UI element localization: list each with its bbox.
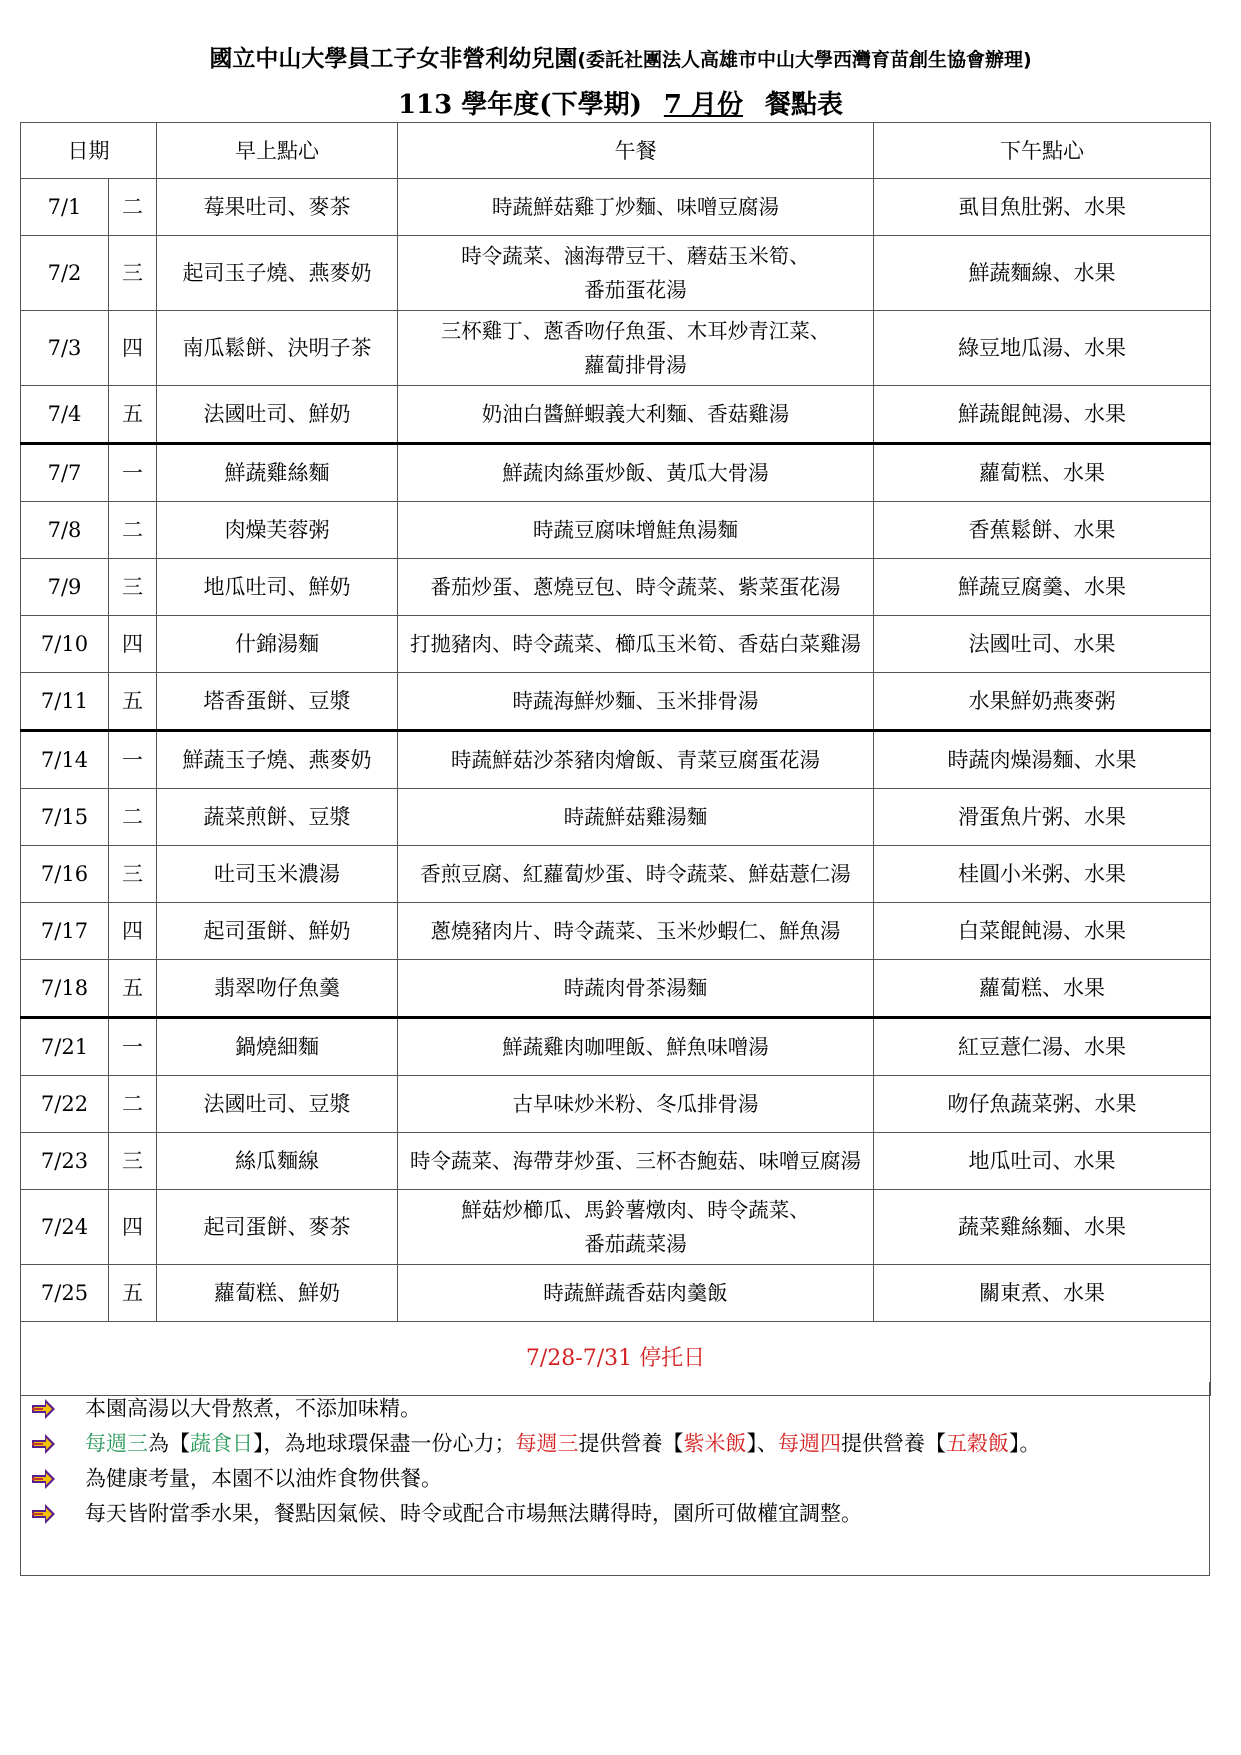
lunch-cell bbox=[398, 616, 874, 673]
date-cell-text: 7/22 bbox=[40, 1092, 89, 1116]
morning-snack-cell-text: 肉燥芙蓉粥 bbox=[224, 518, 330, 542]
table-row bbox=[21, 846, 1211, 903]
morning-snack-cell-text: 法國吐司、豆漿 bbox=[203, 1092, 351, 1116]
lunch-cell bbox=[398, 903, 874, 960]
weekday-cell bbox=[109, 311, 157, 386]
arrow-bullet-icon bbox=[31, 1502, 57, 1526]
weekday-cell bbox=[109, 960, 157, 1018]
weekday-cell-text: 四 bbox=[122, 632, 143, 656]
date-cell bbox=[21, 1190, 109, 1265]
weekday-cell-text: 三 bbox=[122, 261, 143, 285]
lunch-cell-text: 鮮蔬雞肉咖哩飯、鮮魚味噌湯 bbox=[502, 1035, 769, 1059]
lunch-cell-text: 鮮蔬肉絲蛋炒飯、黃瓜大骨湯 bbox=[502, 461, 769, 485]
lunch-cell-text: 蔥燒豬肉片、時令蔬菜、玉米炒蝦仁、鮮魚湯 bbox=[430, 919, 841, 943]
note-highlight: 每週三 bbox=[85, 1431, 148, 1456]
table-name: 餐點表 bbox=[765, 90, 844, 120]
afternoon-snack-cell bbox=[874, 673, 1211, 731]
afternoon-snack-cell bbox=[874, 960, 1211, 1018]
date-cell-text: 7/4 bbox=[47, 402, 82, 426]
lunch-cell-text: 三杯雞丁、蔥香吻仔魚蛋、木耳炒青江菜、 bbox=[440, 319, 831, 343]
lunch-cell-text-line2: 番茄蔬菜湯 bbox=[584, 1232, 687, 1256]
date-cell-text: 7/11 bbox=[40, 689, 89, 713]
lunch-cell-text: 時蔬鮮菇雞湯麵 bbox=[563, 805, 708, 829]
table-row bbox=[21, 789, 1211, 846]
date-cell bbox=[21, 789, 109, 846]
morning-snack-cell-text: 莓果吐司、麥茶 bbox=[203, 195, 351, 219]
afternoon-snack-cell bbox=[874, 789, 1211, 846]
date-cell bbox=[21, 1265, 109, 1322]
afternoon-snack-cell-text: 虱目魚肚粥、水果 bbox=[958, 195, 1126, 219]
date-cell bbox=[21, 1018, 109, 1076]
table-row bbox=[21, 903, 1211, 960]
weekday-cell bbox=[109, 444, 157, 502]
morning-snack-cell-text: 鮮蔬雞絲麵 bbox=[224, 461, 330, 485]
weekday-cell-text: 一 bbox=[122, 1035, 143, 1059]
date-cell-text: 7/8 bbox=[47, 518, 82, 542]
lunch-cell-text: 奶油白醬鮮蝦義大利麵、香菇雞湯 bbox=[481, 402, 790, 426]
weekday-cell bbox=[109, 1265, 157, 1322]
arrow-bullet-icon bbox=[31, 1397, 57, 1421]
header-lunch: 午餐 bbox=[398, 123, 874, 179]
lunch-cell-text: 時蔬海鮮炒麵、玉米排骨湯 bbox=[512, 689, 759, 713]
weekday-cell bbox=[109, 1076, 157, 1133]
table-row bbox=[21, 960, 1211, 1018]
weekday-cell bbox=[109, 846, 157, 903]
lunch-cell-text: 時蔬豆腐味增鮭魚湯麵 bbox=[533, 518, 738, 542]
document-title bbox=[0, 40, 1241, 73]
morning-snack-cell bbox=[157, 731, 398, 789]
weekday-cell bbox=[109, 386, 157, 444]
table-row bbox=[21, 1265, 1211, 1322]
afternoon-snack-cell-text: 紅豆薏仁湯、水果 bbox=[958, 1035, 1126, 1059]
date-cell-text: 7/7 bbox=[47, 461, 82, 485]
lunch-cell-text: 時令蔬菜、海帶芽炒蛋、三杯杏鮑菇、味噌豆腐湯 bbox=[410, 1149, 861, 1173]
afternoon-snack-cell-text: 鮮蔬麵線、水果 bbox=[968, 261, 1116, 285]
note-text: 為【 bbox=[148, 1431, 190, 1456]
afternoon-snack-cell-text: 水果鮮奶燕麥粥 bbox=[968, 689, 1116, 713]
lunch-cell bbox=[398, 789, 874, 846]
table-row bbox=[21, 444, 1211, 502]
morning-snack-cell bbox=[157, 502, 398, 559]
weekday-cell bbox=[109, 731, 157, 789]
afternoon-snack-cell bbox=[874, 903, 1211, 960]
weekday-cell-text: 四 bbox=[122, 336, 143, 360]
afternoon-snack-cell-text: 白菜餛飩湯、水果 bbox=[958, 919, 1126, 943]
date-cell-text: 7/21 bbox=[40, 1035, 89, 1059]
morning-snack-cell bbox=[157, 960, 398, 1018]
morning-snack-cell-text: 蔬菜煎餅、豆漿 bbox=[203, 805, 351, 829]
weekday-cell-text: 三 bbox=[122, 575, 143, 599]
arrow-bullet-icon bbox=[31, 1467, 57, 1491]
afternoon-snack-cell bbox=[874, 731, 1211, 789]
note-highlight: 紫米飯 bbox=[683, 1431, 747, 1456]
morning-snack-cell bbox=[157, 789, 398, 846]
date-cell bbox=[21, 502, 109, 559]
header-morning: 早上點心 bbox=[157, 123, 398, 179]
date-cell bbox=[21, 444, 109, 502]
date-cell bbox=[21, 236, 109, 311]
afternoon-snack-cell bbox=[874, 386, 1211, 444]
afternoon-snack-cell bbox=[874, 616, 1211, 673]
table-row bbox=[21, 236, 1211, 311]
table-row bbox=[21, 731, 1211, 789]
note-text: 】，為地球環保盡一份心力； bbox=[253, 1431, 516, 1456]
date-cell-text: 7/24 bbox=[40, 1215, 89, 1239]
weekday-cell-text: 四 bbox=[122, 919, 143, 943]
date-cell bbox=[21, 903, 109, 960]
morning-snack-cell bbox=[157, 846, 398, 903]
morning-snack-cell bbox=[157, 903, 398, 960]
afternoon-snack-cell-text: 時蔬肉燥湯麵、水果 bbox=[947, 748, 1137, 772]
note-text: 提供營養【 bbox=[841, 1431, 946, 1456]
weekday-cell-text: 三 bbox=[122, 862, 143, 886]
weekday-cell-text: 五 bbox=[122, 976, 143, 1000]
date-cell bbox=[21, 386, 109, 444]
lunch-cell bbox=[398, 444, 874, 502]
title-sub: (委託社團法人高雄市中山大學西灣育苗創生協會辦理) bbox=[577, 49, 1032, 71]
date-cell-text: 7/14 bbox=[40, 748, 89, 772]
lunch-cell-text-line2: 蘿蔔排骨湯 bbox=[584, 353, 687, 377]
weekday-cell-text: 二 bbox=[122, 195, 143, 219]
table-row bbox=[21, 1133, 1211, 1190]
weekday-cell-text: 五 bbox=[122, 402, 143, 426]
lunch-cell-text: 時蔬鮮菇沙茶豬肉燴飯、青菜豆腐蛋花湯 bbox=[451, 748, 820, 772]
weekday-cell bbox=[109, 1190, 157, 1265]
date-cell bbox=[21, 846, 109, 903]
weekday-cell-text: 二 bbox=[122, 518, 143, 542]
afternoon-snack-cell bbox=[874, 444, 1211, 502]
date-cell bbox=[21, 559, 109, 616]
afternoon-snack-cell-text: 鮮蔬豆腐羹、水果 bbox=[958, 575, 1126, 599]
note-text: 】、 bbox=[746, 1431, 778, 1456]
lunch-cell-text: 時蔬肉骨茶湯麵 bbox=[563, 976, 708, 1000]
morning-snack-cell-text: 翡翠吻仔魚羹 bbox=[214, 976, 340, 1000]
weekday-cell bbox=[109, 179, 157, 236]
lunch-cell bbox=[398, 1190, 874, 1265]
afternoon-snack-cell-text: 吻仔魚蔬菜粥、水果 bbox=[947, 1092, 1137, 1116]
lunch-cell-text: 古早味炒米粉、冬瓜排骨湯 bbox=[512, 1092, 759, 1116]
closure-notice: 7/28-7/31 停托日 bbox=[21, 1322, 1211, 1396]
arrow-bullet-icon bbox=[31, 1432, 57, 1456]
afternoon-snack-cell-text: 地瓜吐司、水果 bbox=[968, 1149, 1116, 1173]
morning-snack-cell-text: 起司蛋餅、鮮奶 bbox=[203, 919, 351, 943]
title-main: 國立中山大學員工子女非營利幼兒園 bbox=[209, 46, 578, 72]
afternoon-snack-cell bbox=[874, 1133, 1211, 1190]
morning-snack-cell bbox=[157, 1133, 398, 1190]
afternoon-snack-cell-text: 香蕉鬆餅、水果 bbox=[968, 518, 1116, 542]
lunch-cell bbox=[398, 960, 874, 1018]
table-row bbox=[21, 559, 1211, 616]
date-cell-text: 7/9 bbox=[47, 575, 82, 599]
table-row bbox=[21, 1076, 1211, 1133]
date-cell-text: 7/18 bbox=[40, 976, 89, 1000]
lunch-cell-text: 鮮菇炒櫛瓜、馬鈴薯燉肉、時令蔬菜、 bbox=[461, 1198, 810, 1222]
date-cell-text: 7/23 bbox=[40, 1149, 89, 1173]
morning-snack-cell-text: 法國吐司、鮮奶 bbox=[203, 402, 351, 426]
morning-snack-cell bbox=[157, 1018, 398, 1076]
morning-snack-cell bbox=[157, 1076, 398, 1133]
table-row bbox=[21, 1018, 1211, 1076]
note-text: 每天皆附當季水果，餐點因氣候、時令或配合市場無法購得時，園所可做權宜調整。 bbox=[85, 1501, 862, 1526]
morning-snack-cell-text: 絲瓜麵線 bbox=[235, 1149, 319, 1173]
lunch-cell bbox=[398, 846, 874, 903]
morning-snack-cell bbox=[157, 311, 398, 386]
morning-snack-cell-text: 蘿蔔糕、鮮奶 bbox=[214, 1281, 340, 1305]
afternoon-snack-cell-text: 法國吐司、水果 bbox=[968, 632, 1116, 656]
date-cell bbox=[21, 1076, 109, 1133]
date-cell bbox=[21, 1133, 109, 1190]
morning-snack-cell-text: 吐司玉米濃湯 bbox=[214, 862, 340, 886]
afternoon-snack-cell bbox=[874, 1190, 1211, 1265]
lunch-cell bbox=[398, 1076, 874, 1133]
afternoon-snack-cell bbox=[874, 559, 1211, 616]
lunch-cell-text: 打拋豬肉、時令蔬菜、櫛瓜玉米筍、香菇白菜雞湯 bbox=[410, 632, 861, 656]
month-label: 7 月份 bbox=[663, 90, 744, 120]
header-afternoon: 下午點心 bbox=[874, 123, 1211, 179]
morning-snack-cell bbox=[157, 1265, 398, 1322]
afternoon-snack-cell-text: 蔬菜雞絲麵、水果 bbox=[958, 1215, 1126, 1239]
lunch-cell bbox=[398, 1265, 874, 1322]
note-text: 為健康考量，本園不以油炸食物供餐。 bbox=[85, 1466, 442, 1491]
weekday-cell bbox=[109, 616, 157, 673]
afternoon-snack-cell-text: 滑蛋魚片粥、水果 bbox=[958, 805, 1126, 829]
date-cell-text: 7/2 bbox=[47, 261, 82, 285]
lunch-cell bbox=[398, 386, 874, 444]
date-cell-text: 7/10 bbox=[40, 632, 89, 656]
document-subtitle bbox=[0, 84, 1241, 121]
date-cell bbox=[21, 731, 109, 789]
afternoon-snack-cell-text: 關東煮、水果 bbox=[979, 1281, 1105, 1305]
afternoon-snack-cell bbox=[874, 179, 1211, 236]
table-row bbox=[21, 311, 1211, 386]
lunch-cell-text: 時蔬鮮蔬香菇肉羹飯 bbox=[543, 1281, 728, 1305]
note-text: 提供營養【 bbox=[578, 1431, 684, 1456]
table-row bbox=[21, 179, 1211, 236]
afternoon-snack-cell-text: 綠豆地瓜湯、水果 bbox=[958, 336, 1126, 360]
morning-snack-cell bbox=[157, 236, 398, 311]
note-text: 本園高湯以大骨熬煮，不添加味精。 bbox=[85, 1396, 421, 1421]
weekday-cell-text: 一 bbox=[122, 461, 143, 485]
note-highlight: 蔬食日 bbox=[190, 1431, 253, 1456]
date-cell-text: 7/17 bbox=[40, 919, 89, 943]
header-date: 日期 bbox=[21, 123, 157, 179]
afternoon-snack-cell-text: 鮮蔬餛飩湯、水果 bbox=[958, 402, 1126, 426]
morning-snack-cell-text: 鮮蔬玉子燒、燕麥奶 bbox=[182, 748, 372, 772]
morning-snack-cell-text: 地瓜吐司、鮮奶 bbox=[203, 575, 351, 599]
lunch-cell bbox=[398, 1133, 874, 1190]
morning-snack-cell bbox=[157, 444, 398, 502]
afternoon-snack-cell bbox=[874, 846, 1211, 903]
lunch-cell-text: 時蔬鮮菇雞丁炒麵、味噌豆腐湯 bbox=[492, 195, 779, 219]
morning-snack-cell-text: 什錦湯麵 bbox=[235, 632, 319, 656]
weekday-cell bbox=[109, 673, 157, 731]
weekday-cell bbox=[109, 903, 157, 960]
lunch-cell bbox=[398, 502, 874, 559]
table-row bbox=[21, 673, 1211, 731]
year-term: 113 學年度(下學期) bbox=[397, 90, 642, 120]
morning-snack-cell-text: 起司蛋餅、麥茶 bbox=[203, 1215, 351, 1239]
lunch-cell bbox=[398, 311, 874, 386]
afternoon-snack-cell-text: 蘿蔔糕、水果 bbox=[979, 976, 1105, 1000]
table-row bbox=[21, 616, 1211, 673]
date-cell-text: 7/15 bbox=[40, 805, 89, 829]
afternoon-snack-cell bbox=[874, 1265, 1211, 1322]
morning-snack-cell bbox=[157, 386, 398, 444]
weekday-cell bbox=[109, 236, 157, 311]
weekday-cell bbox=[109, 789, 157, 846]
date-cell bbox=[21, 960, 109, 1018]
lunch-cell bbox=[398, 559, 874, 616]
morning-snack-cell-text: 起司玉子燒、燕麥奶 bbox=[182, 261, 372, 285]
weekday-cell-text: 二 bbox=[122, 1092, 143, 1116]
lunch-cell bbox=[398, 179, 874, 236]
weekday-cell-text: 四 bbox=[122, 1215, 143, 1239]
date-cell bbox=[21, 673, 109, 731]
date-cell-text: 7/3 bbox=[47, 336, 82, 360]
morning-snack-cell bbox=[157, 1190, 398, 1265]
morning-snack-cell bbox=[157, 179, 398, 236]
weekday-cell bbox=[109, 559, 157, 616]
morning-snack-cell-text: 南瓜鬆餅、決明子茶 bbox=[182, 336, 372, 360]
weekday-cell bbox=[109, 502, 157, 559]
note-highlight: 五穀飯 bbox=[946, 1431, 1009, 1456]
morning-snack-cell-text: 塔香蛋餅、豆漿 bbox=[203, 689, 351, 713]
weekday-cell-text: 二 bbox=[122, 805, 143, 829]
afternoon-snack-cell bbox=[874, 1076, 1211, 1133]
weekday-cell-text: 一 bbox=[122, 748, 143, 772]
afternoon-snack-cell bbox=[874, 1018, 1211, 1076]
date-cell-text: 7/25 bbox=[40, 1281, 89, 1305]
afternoon-snack-cell bbox=[874, 502, 1211, 559]
table-row bbox=[21, 1190, 1211, 1265]
table-body bbox=[21, 179, 1211, 1396]
date-cell-text: 7/1 bbox=[47, 195, 82, 219]
lunch-cell-text-line2: 番茄蛋花湯 bbox=[584, 278, 687, 302]
afternoon-snack-cell-text: 蘿蔔糕、水果 bbox=[979, 461, 1105, 485]
lunch-cell bbox=[398, 236, 874, 311]
note-item bbox=[31, 1392, 421, 1422]
note-item bbox=[31, 1427, 1041, 1457]
date-cell bbox=[21, 616, 109, 673]
morning-snack-cell bbox=[157, 673, 398, 731]
note-text: 】。 bbox=[1009, 1431, 1041, 1456]
afternoon-snack-cell bbox=[874, 236, 1211, 311]
table-row bbox=[21, 502, 1211, 559]
morning-snack-cell-text: 鍋燒細麵 bbox=[235, 1035, 319, 1059]
lunch-cell-text: 時令蔬菜、滷海帶豆干、蘑菇玉米筍、 bbox=[461, 244, 810, 268]
notes-section bbox=[20, 1382, 1210, 1576]
lunch-cell bbox=[398, 673, 874, 731]
weekday-cell bbox=[109, 1018, 157, 1076]
table-header-row bbox=[21, 123, 1211, 179]
note-highlight: 每週四 bbox=[778, 1431, 841, 1456]
meal-table bbox=[20, 122, 1211, 1396]
weekday-cell-text: 三 bbox=[122, 1149, 143, 1173]
lunch-cell bbox=[398, 731, 874, 789]
weekday-cell-text: 五 bbox=[122, 1281, 143, 1305]
date-cell bbox=[21, 311, 109, 386]
note-item bbox=[31, 1462, 442, 1492]
lunch-cell bbox=[398, 1018, 874, 1076]
lunch-cell-text: 香煎豆腐、紅蘿蔔炒蛋、時令蔬菜、鮮菇薏仁湯 bbox=[420, 862, 851, 886]
note-highlight: 每週三 bbox=[515, 1431, 579, 1456]
date-cell bbox=[21, 179, 109, 236]
weekday-cell-text: 五 bbox=[122, 689, 143, 713]
morning-snack-cell bbox=[157, 559, 398, 616]
weekday-cell bbox=[109, 1133, 157, 1190]
afternoon-snack-cell-text: 桂圓小米粥、水果 bbox=[958, 862, 1126, 886]
note-item bbox=[31, 1497, 862, 1527]
table-row bbox=[21, 386, 1211, 444]
date-cell-text: 7/16 bbox=[40, 862, 89, 886]
morning-snack-cell bbox=[157, 616, 398, 673]
lunch-cell-text: 番茄炒蛋、蔥燒豆包、時令蔬菜、紫菜蛋花湯 bbox=[430, 575, 841, 599]
afternoon-snack-cell bbox=[874, 311, 1211, 386]
